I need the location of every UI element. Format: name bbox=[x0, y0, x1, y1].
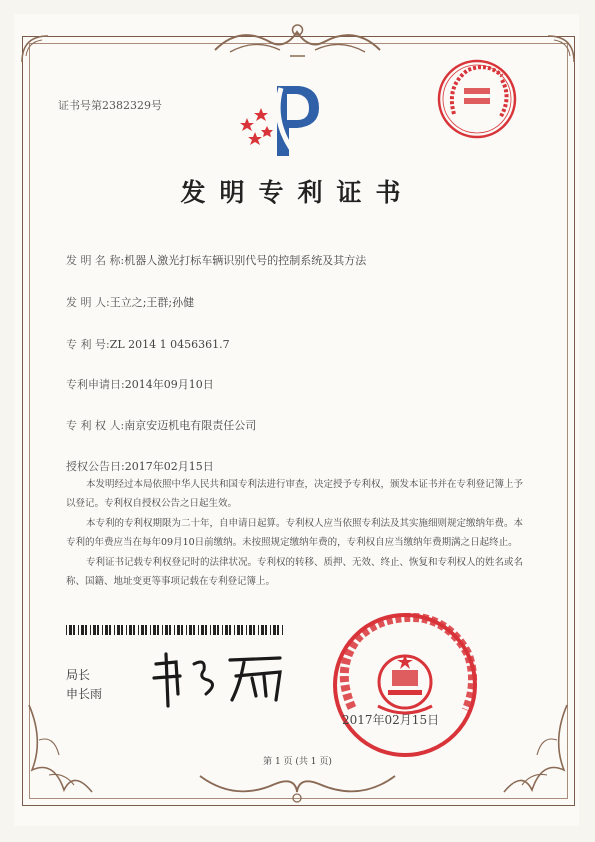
barcode-bar bbox=[73, 625, 75, 635]
barcode-bar bbox=[210, 625, 211, 635]
patentee-label: 专 利 权 人: bbox=[66, 419, 125, 432]
barcode-bar bbox=[117, 625, 120, 635]
inventor-value: 王立之;王群;孙健 bbox=[109, 296, 195, 309]
barcode-bar bbox=[193, 625, 195, 635]
corner-ornament-bottom-right bbox=[502, 700, 572, 800]
field-patent-number bbox=[66, 336, 230, 352]
field-invention-name bbox=[66, 252, 366, 268]
barcode-bar bbox=[282, 625, 283, 635]
barcode-bar bbox=[186, 625, 187, 635]
field-inventor bbox=[66, 294, 194, 310]
barcode-bar bbox=[273, 625, 276, 635]
invention-name-value: 机器人激光打标车辆识别代号的控制系统及其方法 bbox=[124, 254, 367, 267]
barcode-bar bbox=[69, 625, 72, 635]
certificate-number: 证书号第2382329号 bbox=[58, 99, 162, 112]
grant-date-label: 授权公告日: bbox=[66, 460, 125, 473]
inventor-label: 发 明 人: bbox=[66, 296, 110, 309]
barcode-bar bbox=[205, 625, 207, 635]
barcode-bar bbox=[177, 625, 180, 635]
barcode-bar bbox=[174, 625, 175, 635]
barcode-bar bbox=[97, 625, 99, 635]
patent-number-value: ZL 2014 1 0456361.7 bbox=[109, 338, 230, 351]
barcode-bar bbox=[81, 625, 84, 635]
field-filing-date bbox=[66, 376, 214, 392]
barcode-bar bbox=[258, 625, 259, 635]
official-name: 申长雨 bbox=[66, 687, 103, 701]
body-paragraph-1-text: 本发明经过本局依照中华人民共和国专利法进行审查，决定授予专利权，颁发本证书并在专利登记簿上予以登记。专利权自授权公告之日起生效。 bbox=[66, 479, 524, 509]
national-seal-icon bbox=[330, 610, 480, 760]
barcode-bar bbox=[249, 625, 252, 635]
barcode-bar bbox=[222, 625, 223, 635]
bottom-ornament bbox=[195, 770, 400, 806]
barcode-bar bbox=[129, 625, 132, 635]
barcode-bar bbox=[246, 625, 247, 635]
barcode-bar bbox=[162, 625, 163, 635]
barcode-bar bbox=[198, 625, 199, 635]
barcode-bar bbox=[169, 625, 171, 635]
barcode-bar bbox=[165, 625, 168, 635]
body-paragraph-3 bbox=[66, 553, 531, 591]
barcode-bar bbox=[109, 625, 111, 635]
barcode-bar bbox=[217, 625, 219, 635]
body-paragraph-3-text: 专利证书记载专利权登记时的法律状况。专利权的转移、质押、无效、终止、恢复和专利权人的姓名或名称、国籍、地址变更等事项记载在专利登记簿上。 bbox=[66, 557, 524, 587]
barcode-bar bbox=[270, 625, 271, 635]
barcode-bar bbox=[114, 625, 115, 635]
barcode-bar bbox=[105, 625, 108, 635]
barcode-bar bbox=[133, 625, 135, 635]
barcode-bar bbox=[150, 625, 151, 635]
field-patentee bbox=[66, 417, 256, 433]
barcode-bar bbox=[138, 625, 139, 635]
barcode-bar bbox=[126, 625, 127, 635]
barcode-bar bbox=[213, 625, 216, 635]
patentee-value: 南京安迈机电有限责任公司 bbox=[124, 419, 257, 432]
barcode-bar bbox=[90, 625, 91, 635]
barcode-bar bbox=[189, 625, 192, 635]
barcode-bar bbox=[265, 625, 267, 635]
patent-number-label: 专 利 号: bbox=[66, 338, 110, 351]
barcode-bar bbox=[145, 625, 147, 635]
barcode-bar bbox=[78, 625, 79, 635]
official-title: 局长 bbox=[66, 668, 91, 682]
barcode-bar bbox=[253, 625, 255, 635]
barcode-bar bbox=[225, 625, 228, 635]
top-ornament bbox=[210, 20, 385, 60]
barcode-bar bbox=[277, 625, 279, 635]
barcode-bar bbox=[157, 625, 159, 635]
barcode-bar bbox=[141, 625, 144, 635]
barcode-bar bbox=[181, 625, 183, 635]
barcode-bar bbox=[93, 625, 96, 635]
invention-name-label: 发 明 名 称: bbox=[66, 254, 125, 267]
body-paragraph-2-text: 本专利的专利权期限为二十年，自申请日起算。专利权人应当依照专利法及其实施细则规定缴纳年费。本专利的年费应当在每年09月10日前缴纳。未按照规定缴纳年费的，专利权自应当缴纳年费期满之日起终止。 bbox=[66, 518, 524, 548]
barcode-bar bbox=[234, 625, 235, 635]
barcode-bar bbox=[66, 625, 67, 635]
barcode-bar bbox=[261, 625, 264, 635]
barcode-bar bbox=[121, 625, 123, 635]
page-number: 第 1 页 (共 1 页) bbox=[263, 757, 332, 767]
filing-date-label: 专利申请日: bbox=[66, 378, 125, 391]
corner-ornament-bottom-left bbox=[24, 700, 94, 800]
barcode-bar bbox=[102, 625, 103, 635]
signature-icon bbox=[148, 650, 298, 710]
barcode-bar bbox=[153, 625, 156, 635]
patent-office-logo-icon bbox=[235, 82, 325, 162]
stamp-date: 2017年02月15日 bbox=[342, 713, 440, 727]
barcode-bar bbox=[85, 625, 87, 635]
body-paragraph-1 bbox=[66, 475, 531, 513]
barcode-bar bbox=[229, 625, 231, 635]
certificate-title: 发明专利证书 bbox=[180, 178, 415, 207]
body-paragraph-2 bbox=[66, 514, 531, 552]
filing-date-value: 2014年09月10日 bbox=[124, 378, 214, 391]
agency-seal-icon bbox=[436, 58, 518, 140]
barcode-bar bbox=[201, 625, 204, 635]
corner-ornament-top-right bbox=[546, 34, 576, 64]
barcode-bar bbox=[237, 625, 240, 635]
corner-ornament-top-left bbox=[20, 34, 50, 64]
field-grant-date bbox=[66, 458, 214, 474]
barcode-bar bbox=[241, 625, 243, 635]
barcode-icon bbox=[66, 625, 286, 635]
grant-date-value: 2017年02月15日 bbox=[124, 460, 214, 473]
